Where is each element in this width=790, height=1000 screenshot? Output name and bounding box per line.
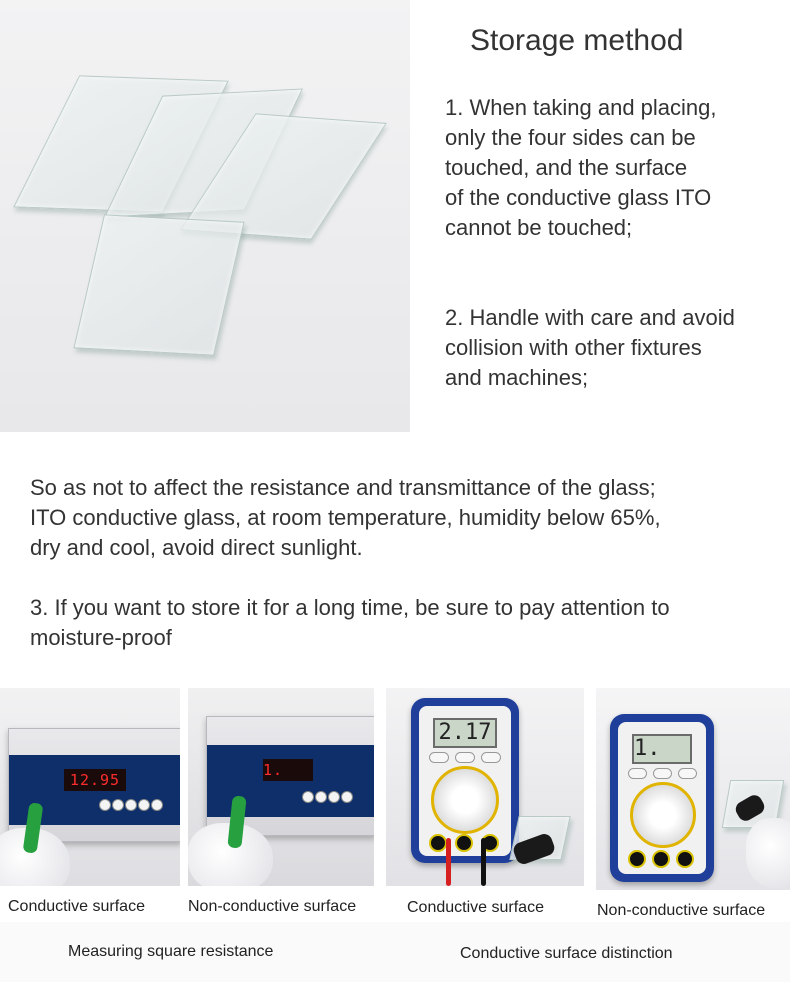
glass-slide-front	[73, 214, 244, 355]
page-title: Storage method	[470, 24, 684, 57]
input-jack	[676, 850, 694, 868]
rotary-dial	[630, 782, 696, 848]
photo-caption: Conductive surface	[8, 898, 145, 915]
red-test-lead	[446, 838, 451, 886]
multimeter-face	[419, 706, 511, 856]
storage-step-3: 3. If you want to store it for a long time, be sure to pay attention to moisture-proof	[30, 595, 670, 650]
storage-step-2: 2. Handle with care and avoid collision with other fixtures and machines;	[445, 305, 735, 390]
meter-button	[315, 791, 327, 803]
meter-button	[328, 791, 340, 803]
meter-button	[138, 799, 150, 811]
meter-button	[302, 791, 314, 803]
function-button	[455, 752, 475, 763]
storage-step-1: 1. When taking and placing, only the four sides can be touched, and the surface of the conductive glass ITO cannot be touched;	[445, 95, 717, 240]
multimeter-body	[411, 698, 519, 863]
meter-display: 1.	[263, 759, 313, 781]
gloved-hand	[746, 818, 790, 888]
resistance-meter-photo-non-conductive	[188, 688, 374, 886]
multimeter-display: 1.	[632, 734, 692, 764]
input-jack	[628, 850, 646, 868]
multimeter-face	[618, 722, 706, 874]
rotary-dial	[431, 766, 499, 834]
function-button	[481, 752, 501, 763]
meter-display: 12.95	[64, 769, 126, 791]
function-button	[429, 752, 449, 763]
function-button	[628, 768, 647, 779]
meter-button	[99, 799, 111, 811]
photo-caption: Non-conductive surface	[597, 902, 766, 919]
ito-glass-image	[0, 0, 410, 432]
photo-caption: Conductive surface	[407, 899, 544, 916]
input-jack	[455, 834, 473, 852]
meter-button	[125, 799, 137, 811]
multimeter-photo-non-conductive	[596, 688, 790, 890]
group-caption-right: Conductive surface distinction	[460, 945, 673, 962]
photo-caption: Non-conductive surface	[188, 898, 357, 915]
meter-button	[341, 791, 353, 803]
multimeter-body	[610, 714, 714, 882]
storage-note: So as not to affect the resistance and transmittance of the glass; ITO conductive glass, at room temperature, humidity below 65%, dry and cool, avoid direct sunlight.	[30, 475, 661, 560]
multimeter-photo-conductive	[386, 688, 584, 886]
meter-button	[151, 799, 163, 811]
input-jack	[652, 850, 670, 868]
multimeter-display: 2.17	[433, 718, 497, 748]
black-test-lead	[481, 838, 486, 886]
group-caption-left: Measuring square resistance	[68, 943, 274, 960]
meter-button	[112, 799, 124, 811]
function-button	[653, 768, 672, 779]
resistance-meter-photo-conductive	[0, 688, 180, 886]
function-button	[678, 768, 697, 779]
input-jack	[429, 834, 447, 852]
